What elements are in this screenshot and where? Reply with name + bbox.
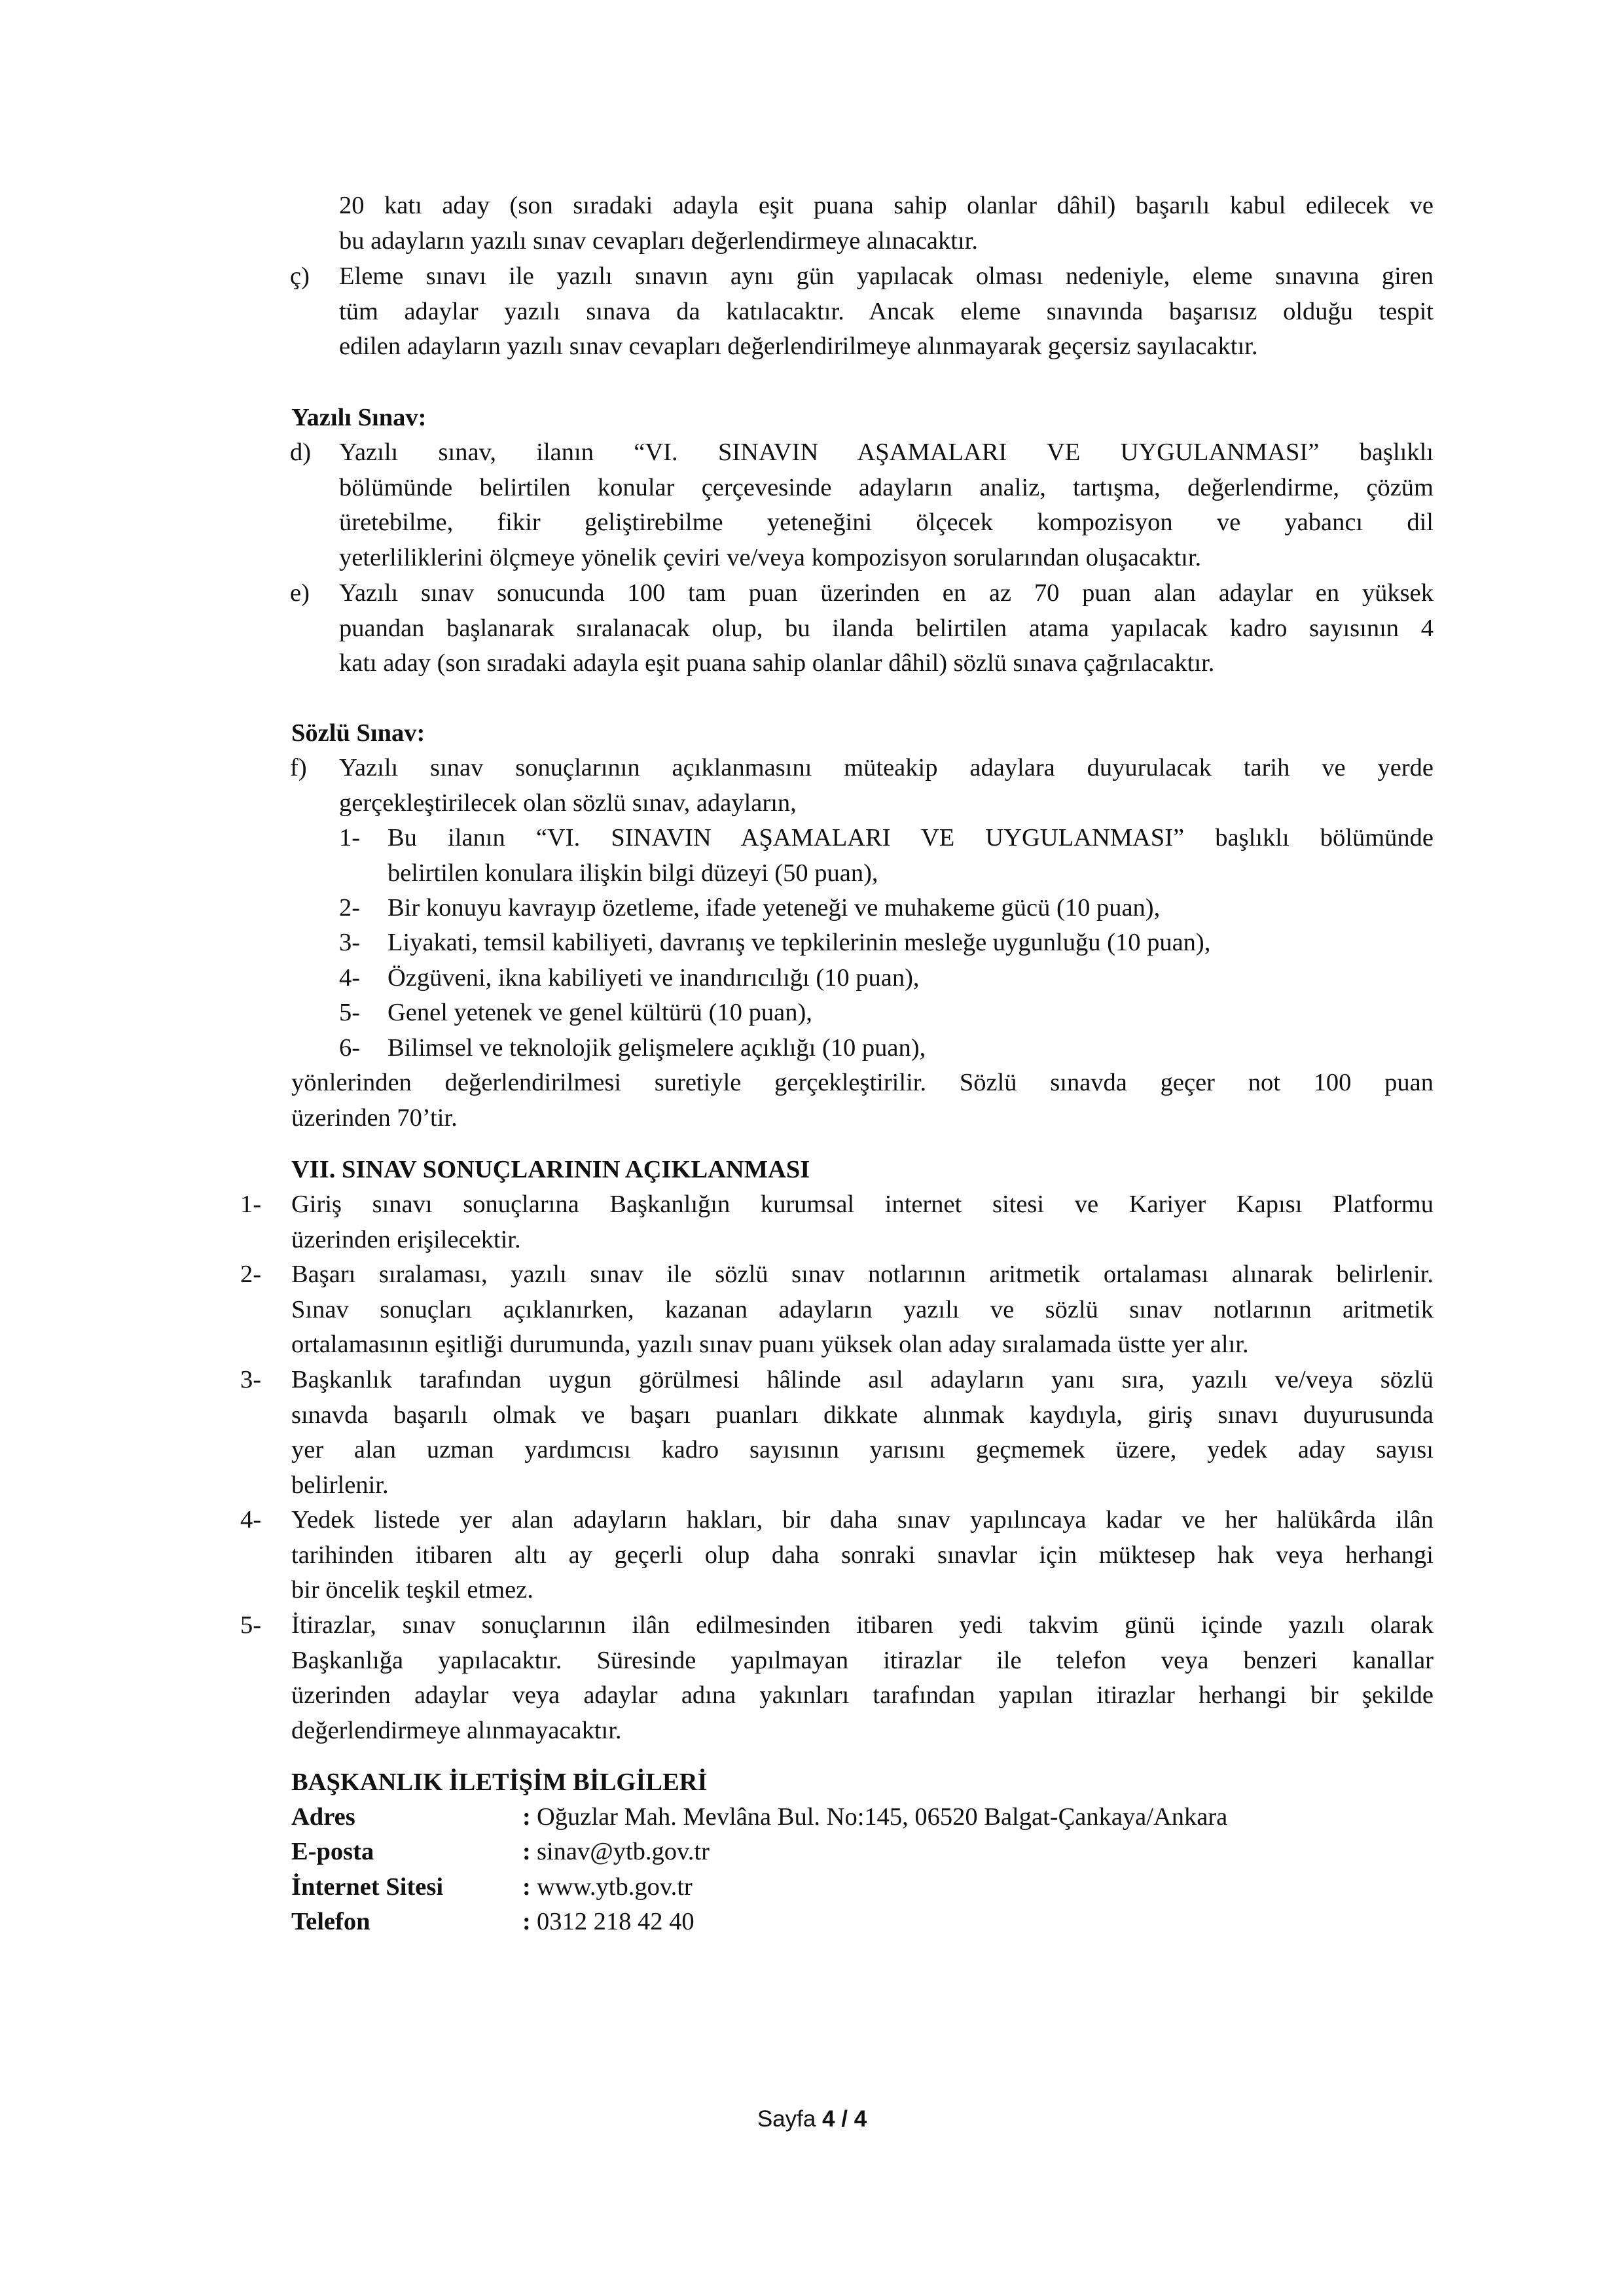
text-line: ortalamasının eşitliği durumunda, yazılı sınav puanı yüksek olan aday sıralamada üstte yer alır.	[291, 1331, 1249, 1358]
results-item-text	[291, 1187, 1434, 1257]
item-marker-e: e)	[290, 579, 310, 607]
text-line: Bir konuyu kavrayıp özetleme, ifade yeteneği ve muhakeme gücü (10 puan),	[388, 894, 1161, 922]
results-item-marker: 1-	[240, 1191, 262, 1218]
criterion-marker: 1-	[339, 824, 361, 852]
contact-value: sinav@ytb.gov.tr	[537, 1838, 710, 1865]
results-item-marker: 5-	[240, 1611, 262, 1639]
item-d-text	[339, 435, 1434, 575]
results-item-marker: 3-	[240, 1366, 262, 1393]
text-line: üzerinden adaylar veya adaylar adına yakınları tarafından yapılan itirazlar herhangi bir şekilde	[291, 1681, 1434, 1709]
text-line: Bilimsel ve teknolojik gelişmelere açıklığı (10 puan),	[388, 1034, 926, 1062]
text-line: üzerinden erişilecektir.	[291, 1225, 521, 1253]
text-line: puandan başlanarak sıralanacak olup, bu ilanda belirtilen atama yapılacak kadro sayısının 4	[339, 614, 1434, 642]
criterion-text	[388, 925, 1434, 961]
text-line: gerçekleştirilecek olan sözlü sınav, adayların,	[339, 789, 797, 817]
contact-colon: :	[522, 1803, 531, 1831]
contact-colon: :	[522, 1838, 531, 1865]
contact-value: Oğuzlar Mah. Mevlâna Bul. No:145, 06520 Balgat-Çankaya/Ankara	[537, 1803, 1228, 1831]
results-item-text	[291, 1363, 1434, 1503]
text-line: Genel yetenek ve genel kültürü (10 puan),	[388, 999, 812, 1026]
text-line: tüm adaylar yazılı sınava da katılacaktır. Ancak eleme sınavında başarısız olduğu tespit	[339, 297, 1434, 325]
oral-exam-closing	[291, 1066, 1434, 1136]
item-marker-f: f)	[290, 754, 307, 781]
text-line: 20 katı aday (son sıradaki adayla eşit puana sahip olanlar dâhil) başarılı kabul edilecek ve	[339, 192, 1434, 219]
text-line: bölümünde belirtilen konular çerçevesinde adayların analiz, tartışma, değerlendirme, çözüm	[339, 473, 1434, 501]
text-line: Yazılı sınav sonuçlarının açıklanmasını müteakip adaylara duyurulacak tarih ve yerde	[339, 754, 1434, 781]
criterion-text	[388, 996, 1434, 1031]
criterion-text	[388, 891, 1434, 926]
item-marker-c: ç)	[290, 262, 310, 290]
item-c-text	[339, 259, 1434, 365]
text-line: Yazılı sınav, ilanın “VI. SINAVIN AŞAMALARI VE UYGULANMASI” başlıklı	[339, 439, 1434, 466]
criterion-marker: 5-	[339, 999, 361, 1026]
criterion-text	[388, 821, 1434, 891]
text-line: edilen adayların yazılı sınav cevapları değerlendirilmeye alınmayarak geçersiz sayılacaktır.	[339, 332, 1258, 360]
criterion-text	[388, 1031, 1434, 1066]
text-line: yeterliliklerini ölçmeye yönelik çeviri ve/veya kompozisyon sorularından oluşacaktır.	[339, 543, 1202, 571]
text-line: Giriş sınavı sonuçlarına Başkanlığın kurumsal internet sitesi ve Kariyer Kapısı Platformu	[291, 1191, 1434, 1218]
page-footer	[0, 2102, 1624, 2137]
text-line: Başkanlık tarafından uygun görülmesi hâlinde asıl adayların yanı sıra, yazılı ve/veya sözlü	[291, 1366, 1434, 1393]
text-line: üretebilme, fikir geliştirebilme yeteneğini ölçecek kompozisyon ve yabancı dil	[339, 509, 1434, 536]
results-item-text	[291, 1257, 1434, 1363]
text-line: Yedek listede yer alan adayların hakları, bir daha sınav yapılıncaya kadar ve her halükârda ilân	[291, 1506, 1434, 1534]
text-line: bir öncelik teşkil etmez.	[291, 1576, 533, 1604]
results-item-marker: 4-	[240, 1506, 262, 1534]
text-line: yer alan uzman yardımcısı kadro sayısının yarısını geçmemek üzere, yedek aday sayısı	[291, 1436, 1434, 1463]
text-line: üzerinden 70’tir.	[291, 1103, 458, 1132]
text-line: Bu ilanın “VI. SINAVIN AŞAMALARI VE UYGULANMASI” başlıklı bölümünde	[388, 824, 1434, 852]
criterion-marker: 3-	[339, 929, 361, 956]
text-line: yönlerinden değerlendirilmesi suretiyle gerçekleştirilir. Sözlü sınavda geçer not 100 puan	[291, 1069, 1434, 1096]
contact-label: Adres	[291, 1803, 355, 1831]
contact-value: 0312 218 42 40	[537, 1908, 695, 1935]
criterion-marker: 6-	[339, 1034, 361, 1062]
results-item-marker: 2-	[240, 1261, 262, 1288]
results-item-text	[291, 1608, 1434, 1748]
contact-label: E-posta	[291, 1838, 374, 1865]
text-line: sınavda başarılı olmak ve başarı puanları dikkate alınmak kaydıyla, giriş sınavı duyurusunda	[291, 1401, 1434, 1429]
contact-colon: :	[522, 1908, 531, 1935]
contact-colon: :	[522, 1873, 531, 1901]
text-line: Liyakati, temsil kabiliyeti, davranış ve tepkilerinin mesleğe uygunluğu (10 puan),	[388, 929, 1211, 956]
text-line: tarihinden itibaren altı ay geçerli olup daha sonraki sınavlar için müktesep hak veya herhangi	[291, 1541, 1434, 1569]
criterion-marker: 2-	[339, 894, 361, 922]
written-exam-heading: Yazılı Sınav:	[291, 404, 427, 431]
contact-value: www.ytb.gov.tr	[537, 1873, 693, 1901]
text-line: Eleme sınavı ile yazılı sınavın aynı gün yapılacak olması nedeniyle, eleme sınavına giren	[339, 262, 1434, 290]
contact-label: Telefon	[291, 1908, 370, 1935]
page-current: 4	[822, 2106, 835, 2132]
text-line: katı aday (son sıradaki adayla eşit puana sahip olanlar dâhil) sözlü sınava çağrılacaktır.	[339, 649, 1215, 677]
criterion-marker: 4-	[339, 964, 361, 992]
page-label: Sayfa	[757, 2106, 816, 2132]
results-item-text	[291, 1503, 1434, 1608]
text-line: Başarı sıralaması, yazılı sınav ile sözlü sınav notlarının aritmetik ortalaması alınarak belirlenir.	[291, 1261, 1434, 1288]
intro-paragraph	[339, 188, 1434, 259]
criterion-text	[388, 961, 1434, 996]
text-line: bu adayların yazılı sınav cevapları değerlendirmeye alınacaktır.	[339, 226, 978, 255]
text-line: değerlendirmeye alınmayacaktır.	[291, 1716, 622, 1744]
page-total: 4	[854, 2106, 867, 2132]
text-line: Başkanlığa yapılacaktır. Süresinde yapılmayan itirazlar ile telefon veya benzeri kanallar	[291, 1646, 1434, 1674]
text-line: belirlenir.	[291, 1471, 389, 1499]
contact-heading: BAŞKANLIK İLETİŞİM BİLGİLERİ	[291, 1768, 708, 1796]
item-f-text	[339, 751, 1434, 821]
text-line: Yazılı sınav sonucunda 100 tam puan üzerinden en az 70 puan alan adaylar en yüksek	[339, 579, 1434, 607]
oral-exam-heading: Sözlü Sınav:	[291, 719, 425, 747]
text-line: Özgüveni, ikna kabiliyeti ve inandırıcılığı (10 puan),	[388, 964, 920, 992]
text-line: İtirazlar, sınav sonuçlarının ilân edilmesinden itibaren yedi takvim günü içinde yazılı olarak	[291, 1611, 1434, 1639]
results-heading: VII. SINAV SONUÇLARININ AÇIKLANMASI	[291, 1156, 810, 1183]
contact-label: İnternet Sitesi	[291, 1873, 444, 1901]
item-marker-d: d)	[290, 439, 312, 466]
text-line: belirtilen konulara ilişkin bilgi düzeyi (50 puan),	[388, 859, 878, 887]
item-e-text	[339, 576, 1434, 681]
page-separator: /	[841, 2106, 848, 2132]
text-line: Sınav sonuçları açıklanırken, kazanan adayların yazılı ve sözlü sınav notlarının aritmetik	[291, 1295, 1434, 1323]
